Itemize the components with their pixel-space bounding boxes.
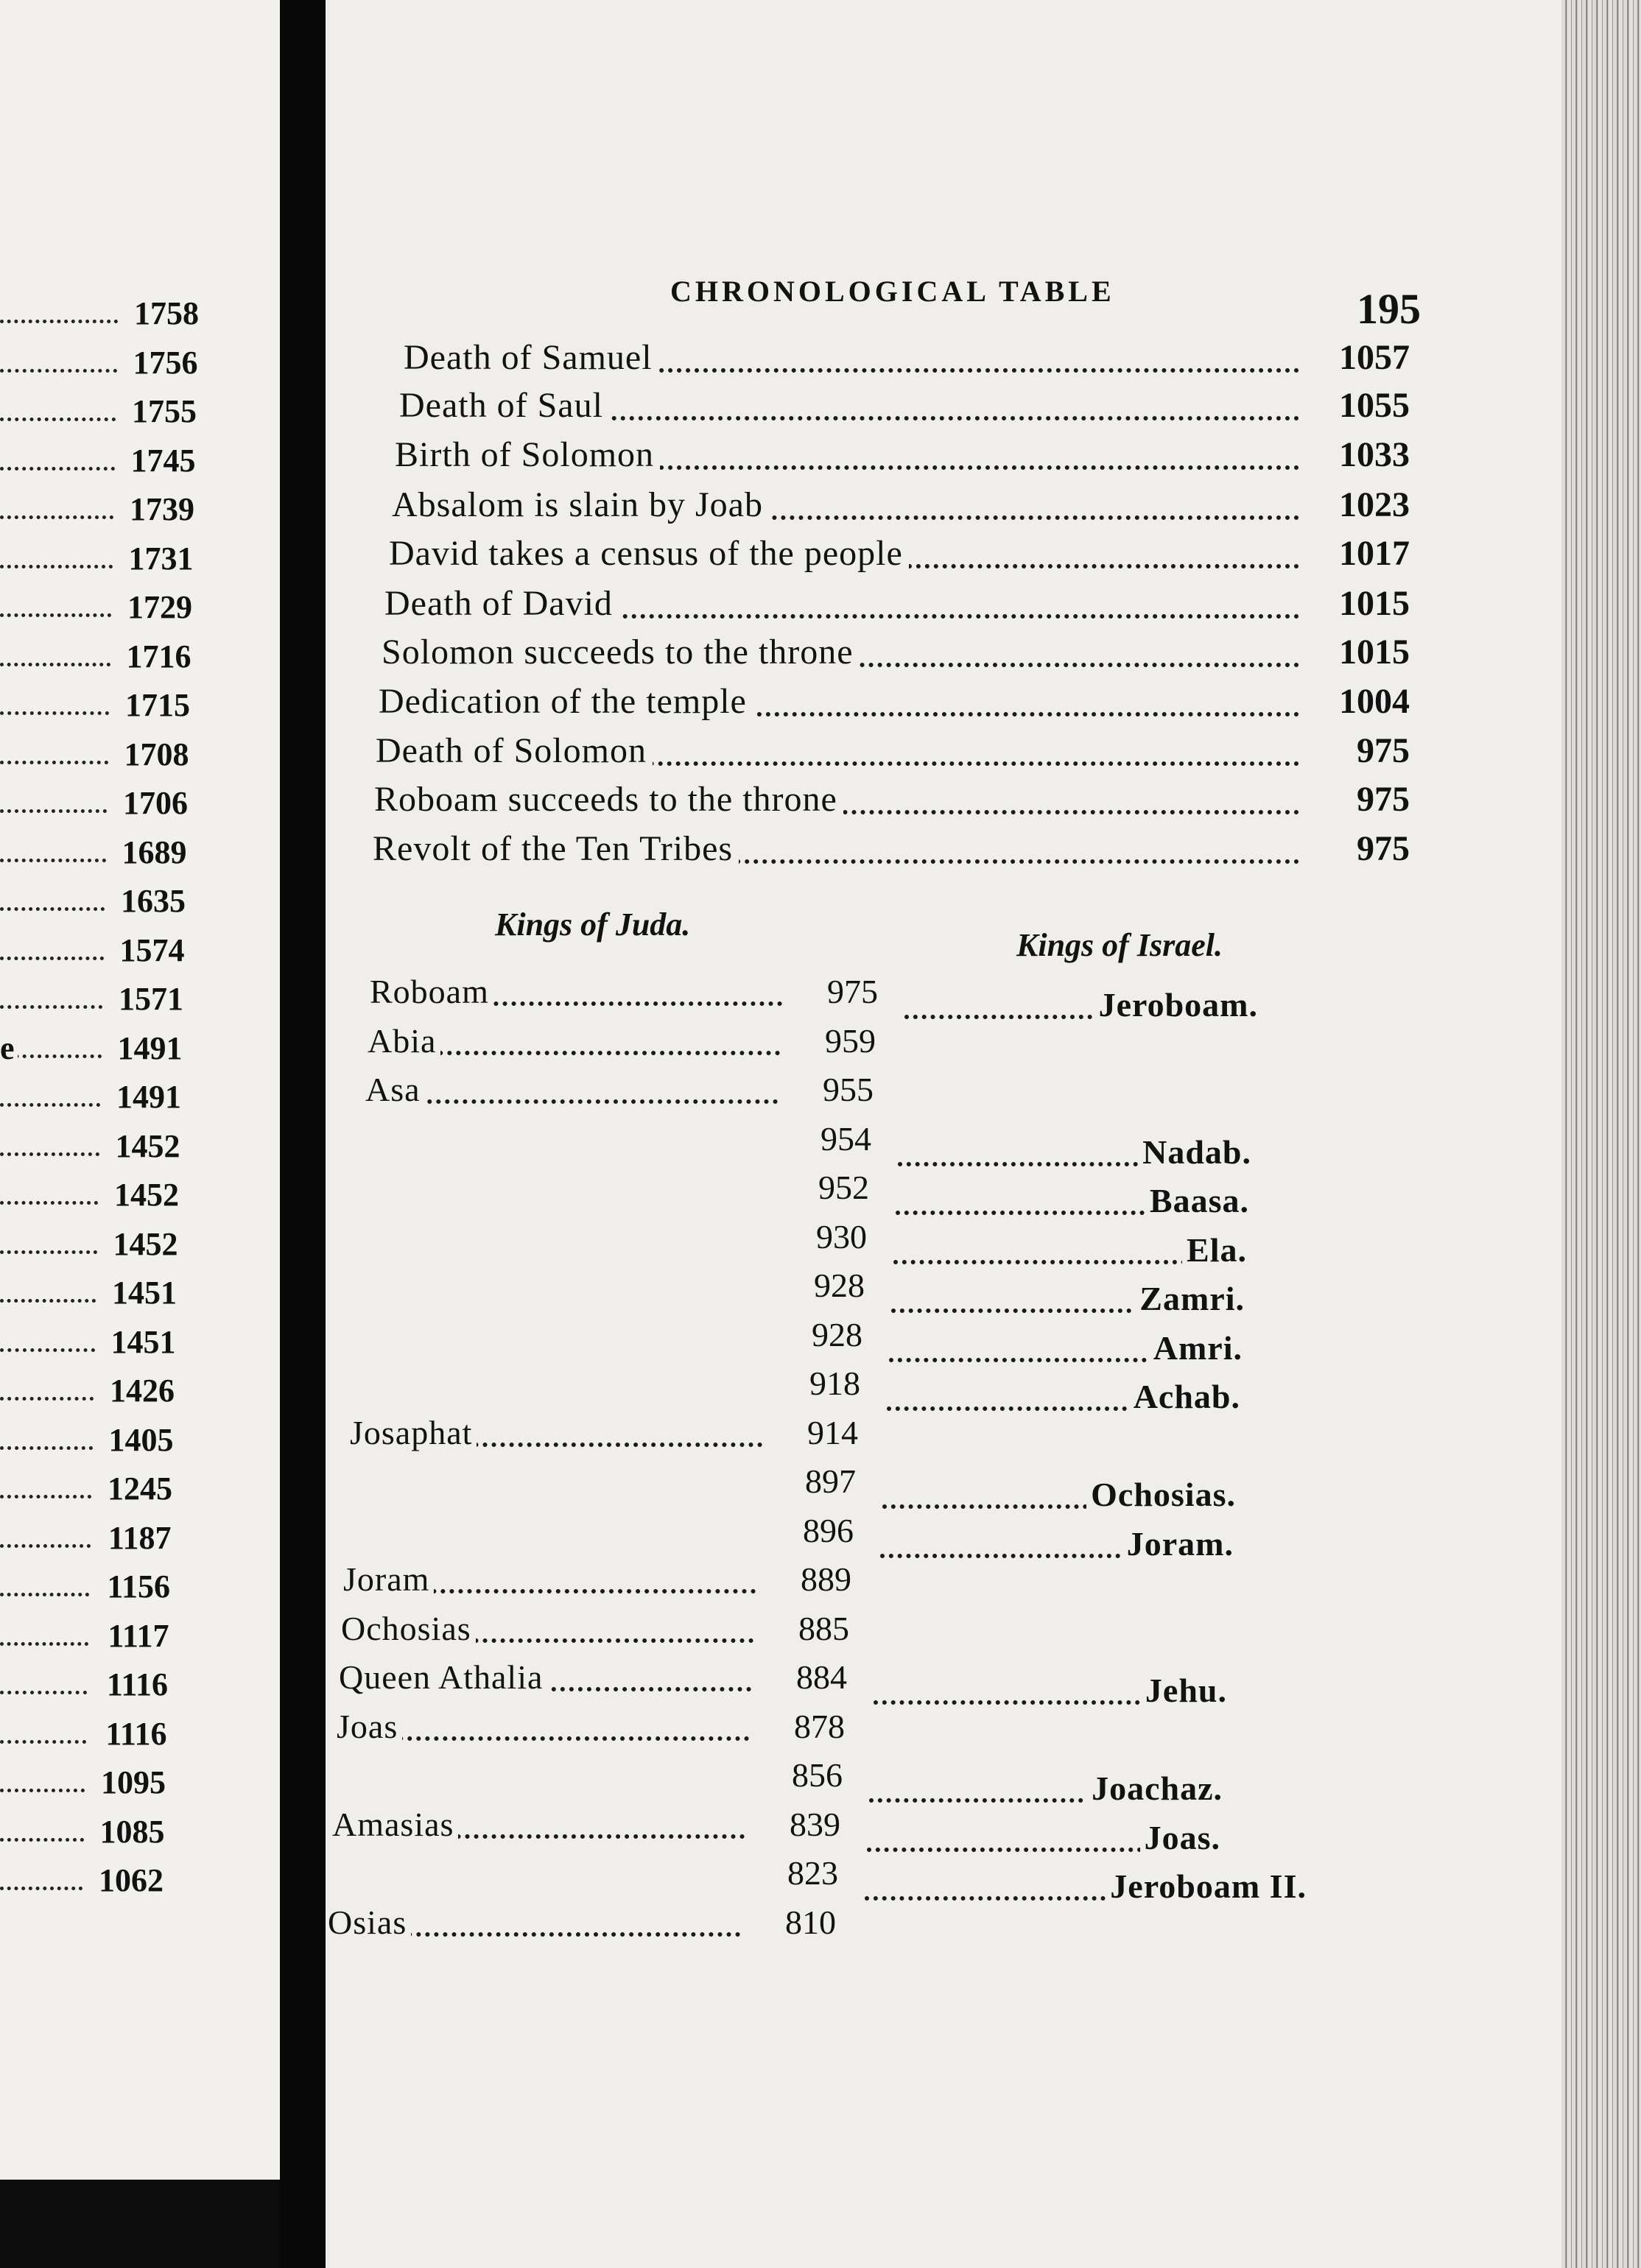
juda-king-name: Ochosias [341,1609,476,1648]
left-page-row [0,1323,176,1367]
juda-row [330,1853,838,1901]
dot-leader [0,957,104,960]
left-page-row [0,1764,166,1808]
left-page-row [0,1666,168,1710]
dot-leader [0,1250,97,1254]
left-page-year: 1452 [114,1177,179,1213]
juda-king-name: Osias [328,1903,411,1942]
juda-king-name: Amasias [332,1805,458,1844]
left-page-row [0,442,196,486]
reign-year: 878 [794,1707,845,1745]
left-page-year: 1739 [130,491,194,527]
israel-row [887,1377,1240,1424]
left-page-year: 1451 [110,1323,176,1360]
juda-king-name: Abia [368,1021,440,1060]
reign-year: 954 [820,1119,871,1158]
event-year: 975 [1357,731,1410,770]
left-page-row [0,736,189,780]
event-year: 975 [1357,780,1410,819]
juda-row [356,1266,865,1313]
israel-row [882,1475,1236,1522]
israel-king-name: Joram. [1122,1524,1234,1563]
reign-year: 823 [787,1854,838,1892]
event-year: 1015 [1339,584,1410,623]
juda-king-name: Queen Athalia [339,1658,547,1697]
israel-king-name: Ochosias. [1086,1475,1236,1514]
left-page-row [0,932,185,976]
left-page-year: 1758 [134,295,199,331]
dot-leader [0,1299,96,1303]
left-page-year: 1731 [128,540,194,577]
juda-king-name: Asa [365,1070,425,1109]
reign-year: 928 [814,1267,865,1304]
event-row [373,828,1410,876]
left-page-row [0,638,191,682]
dot-leader [0,613,111,617]
event-text: Solomon succeeds to the throne [382,632,860,672]
left-page-row [0,1470,172,1514]
juda-row [334,1755,843,1803]
israel-row [898,1133,1251,1180]
event-row [392,485,1410,532]
dot-leader [0,1887,82,1890]
reign-year: 810 [785,1903,836,1941]
event-year: 1017 [1339,534,1410,573]
event-row [404,337,1410,384]
juda-row [328,1903,836,1950]
left-page-row [0,1078,181,1122]
event-year: 1015 [1339,633,1410,672]
dot-leader [0,1544,91,1548]
juda-row [361,1168,869,1215]
event-text: Roboam succeeds to the throne [374,779,843,820]
dot-leader [0,1446,93,1450]
dot-leader [0,320,118,323]
event-year: 1004 [1339,682,1410,721]
dot-leader [0,515,113,519]
dot-leader [0,1642,88,1646]
left-page-row [0,1127,180,1172]
event-row [399,385,1410,432]
reign-year: 885 [798,1609,849,1647]
left-page-row [0,1519,172,1563]
juda-row [332,1805,840,1852]
israel-row [865,1867,1307,1914]
left-page-row [0,980,183,1024]
israel-king-name: Achab. [1129,1377,1240,1416]
left-page-year: 1571 [119,981,183,1017]
event-year: 1023 [1339,485,1410,524]
reign-year: 914 [807,1413,858,1451]
israel-row [889,1328,1243,1376]
reign-year: 959 [825,1021,876,1060]
left-page-year: 1405 [108,1421,174,1458]
dot-leader [0,809,107,813]
left-page-row [0,1862,164,1906]
reign-year: 839 [790,1805,840,1843]
left-page-year: 1716 [126,638,191,675]
israel-king-name: Jeroboam II. [1106,1867,1307,1906]
reign-year: 928 [812,1315,862,1353]
event-text: Birth of Solomon [395,434,660,475]
left-page-year: 1095 [101,1764,166,1800]
left-page-year: 1491 [117,1029,183,1066]
reign-year: 930 [816,1217,867,1256]
juda-row [363,1119,871,1166]
dot-leader [0,859,106,862]
left-page-year: 1706 [123,785,188,821]
left-page-year: 1245 [108,1471,172,1507]
event-row [395,434,1410,482]
israel-king-name: Amri. [1149,1328,1243,1367]
left-page-year: 1452 [115,1127,180,1164]
left-page-row [0,1029,183,1074]
left-page-row [0,882,186,926]
left-page-year: 1755 [132,393,197,429]
left-page-year: 1574 [119,932,185,968]
running-head: CHRONOLOGICAL TABLE [670,275,1115,308]
juda-king-name: Joas [337,1707,402,1746]
israel-king-name: Nadab. [1138,1133,1251,1172]
dot-leader [0,663,110,666]
dot-leader [0,907,105,911]
juda-row [345,1511,854,1558]
dot-leader [0,1201,98,1205]
dot-leader [0,565,113,568]
left-page-year: 1451 [112,1275,177,1311]
left-page-year: 1116 [106,1666,168,1702]
left-page-year: 1715 [125,687,190,723]
left-page-row [0,490,194,535]
kings-of-juda-heading: Kings of Juda. [495,906,691,943]
dot-leader [0,1005,102,1009]
left-page-row [0,588,192,633]
juda-king-name: Roboam [370,972,493,1011]
israel-king-name: Jeroboam. [1094,985,1258,1024]
event-text: Dedication of the temple [379,681,753,722]
left-page-row [0,1176,179,1220]
left-page-row [0,686,190,730]
left-page-row [0,1813,165,1857]
dot-leader [0,369,117,373]
dot-leader [0,1495,91,1498]
left-page-year: 1756 [133,344,198,381]
israel-row [891,1279,1245,1326]
dot-leader [0,1691,87,1694]
reign-year: 952 [818,1169,869,1206]
dot-leader [0,761,108,764]
dot-leader [365,1099,778,1104]
left-page-row [0,1617,169,1661]
event-row [379,681,1410,728]
left-page-row [0,834,187,878]
reign-year: 884 [796,1658,847,1696]
dot-leader [0,1593,89,1596]
dot-leader [0,1348,95,1352]
event-text: Death of Saul [399,385,609,426]
israel-king-name: Joachaz. [1087,1769,1223,1808]
israel-row [880,1524,1234,1571]
left-page [0,0,280,2180]
left-page-year: 1187 [108,1519,172,1556]
left-page-year: 1426 [110,1373,175,1409]
left-page-year: 1635 [121,883,186,919]
left-page-row [0,1225,178,1269]
left-page-row [0,1421,174,1465]
israel-row [867,1818,1220,1865]
dot-leader [0,418,116,421]
left-page-year: 1116 [105,1715,167,1752]
event-row [382,632,1410,679]
event-row [374,779,1410,826]
event-text: Death of Samuel [404,337,658,378]
left-page-row [0,1372,175,1416]
reign-year: 897 [805,1462,856,1500]
israel-king-name: Jehu. [1141,1671,1227,1710]
dot-leader [0,1397,94,1401]
left-page-year: 1156 [107,1568,170,1605]
left-page-year: 1708 [124,736,189,772]
dot-leader [0,1740,86,1744]
juda-row [365,1070,874,1117]
israel-row [904,985,1258,1032]
dot-leader [0,1789,85,1792]
left-page-row [0,1274,177,1318]
book-gutter [280,0,326,2268]
dot-leader [0,1152,99,1156]
israel-row [896,1181,1249,1228]
left-page-row [0,392,197,437]
event-year: 1055 [1339,386,1410,425]
israel-king-name: Baasa. [1145,1181,1249,1220]
left-page-year: 1452 [113,1225,178,1262]
dot-leader [0,1838,84,1842]
page-edges [1561,0,1641,2268]
reign-year: 896 [803,1511,854,1549]
left-page-row [0,540,194,584]
left-page-year: 1729 [127,589,192,625]
dot-leader [0,1103,100,1107]
juda-row [348,1462,856,1509]
left-page-year: 1745 [130,442,196,479]
reign-year: 856 [792,1756,843,1794]
israel-king-name: Zamri. [1135,1279,1245,1318]
event-row [376,730,1410,778]
event-text: David takes a census of the people [389,533,909,574]
event-year: 1057 [1339,338,1410,377]
reign-year: 918 [809,1364,860,1402]
juda-row [337,1707,845,1754]
event-year: 1033 [1339,435,1410,474]
left-page-year: 1689 [122,834,187,870]
event-year: 975 [1357,829,1410,868]
left-page-row [0,784,188,828]
israel-row [874,1671,1227,1718]
israel-row [893,1230,1247,1278]
juda-king-name: Josaphat [350,1413,477,1452]
reign-year: 975 [827,973,878,1010]
left-page-year: 1085 [99,1813,165,1850]
juda-row [341,1609,849,1656]
reign-year: 889 [801,1560,851,1598]
juda-row [354,1315,862,1362]
juda-row [339,1658,847,1705]
juda-row [352,1364,860,1411]
juda-row [368,1021,876,1068]
event-row [389,533,1410,580]
reign-year: 955 [823,1071,874,1108]
israel-king-name: Joas. [1140,1818,1220,1857]
israel-row [869,1769,1223,1816]
kings-of-israel-heading: Kings of Israel. [1016,927,1223,963]
left-page-year: 1491 [116,1079,181,1115]
left-page-row [0,1715,167,1759]
israel-king-name: Ela. [1182,1230,1247,1269]
left-page-year: 1117 [108,1617,169,1654]
event-text: Absalom is slain by Joab [392,485,769,525]
left-page-row [0,295,199,339]
left-page-row [0,1568,170,1612]
left-page-year: 1062 [99,1862,164,1898]
event-text: Death of David [384,583,619,624]
juda-row [350,1413,858,1460]
event-text: Death of Solomon [376,730,653,771]
left-page-row [0,344,198,388]
left-page-fragment: e [0,1029,18,1067]
page-number: 195 [1357,285,1421,333]
dot-leader [0,711,109,715]
juda-row [343,1560,851,1607]
event-text: Revolt of the Ten Tribes [373,828,739,869]
juda-row [370,972,878,1019]
juda-row [359,1217,867,1264]
dot-leader [0,467,115,471]
juda-king-name: Joram [343,1560,434,1599]
event-row [384,583,1410,630]
